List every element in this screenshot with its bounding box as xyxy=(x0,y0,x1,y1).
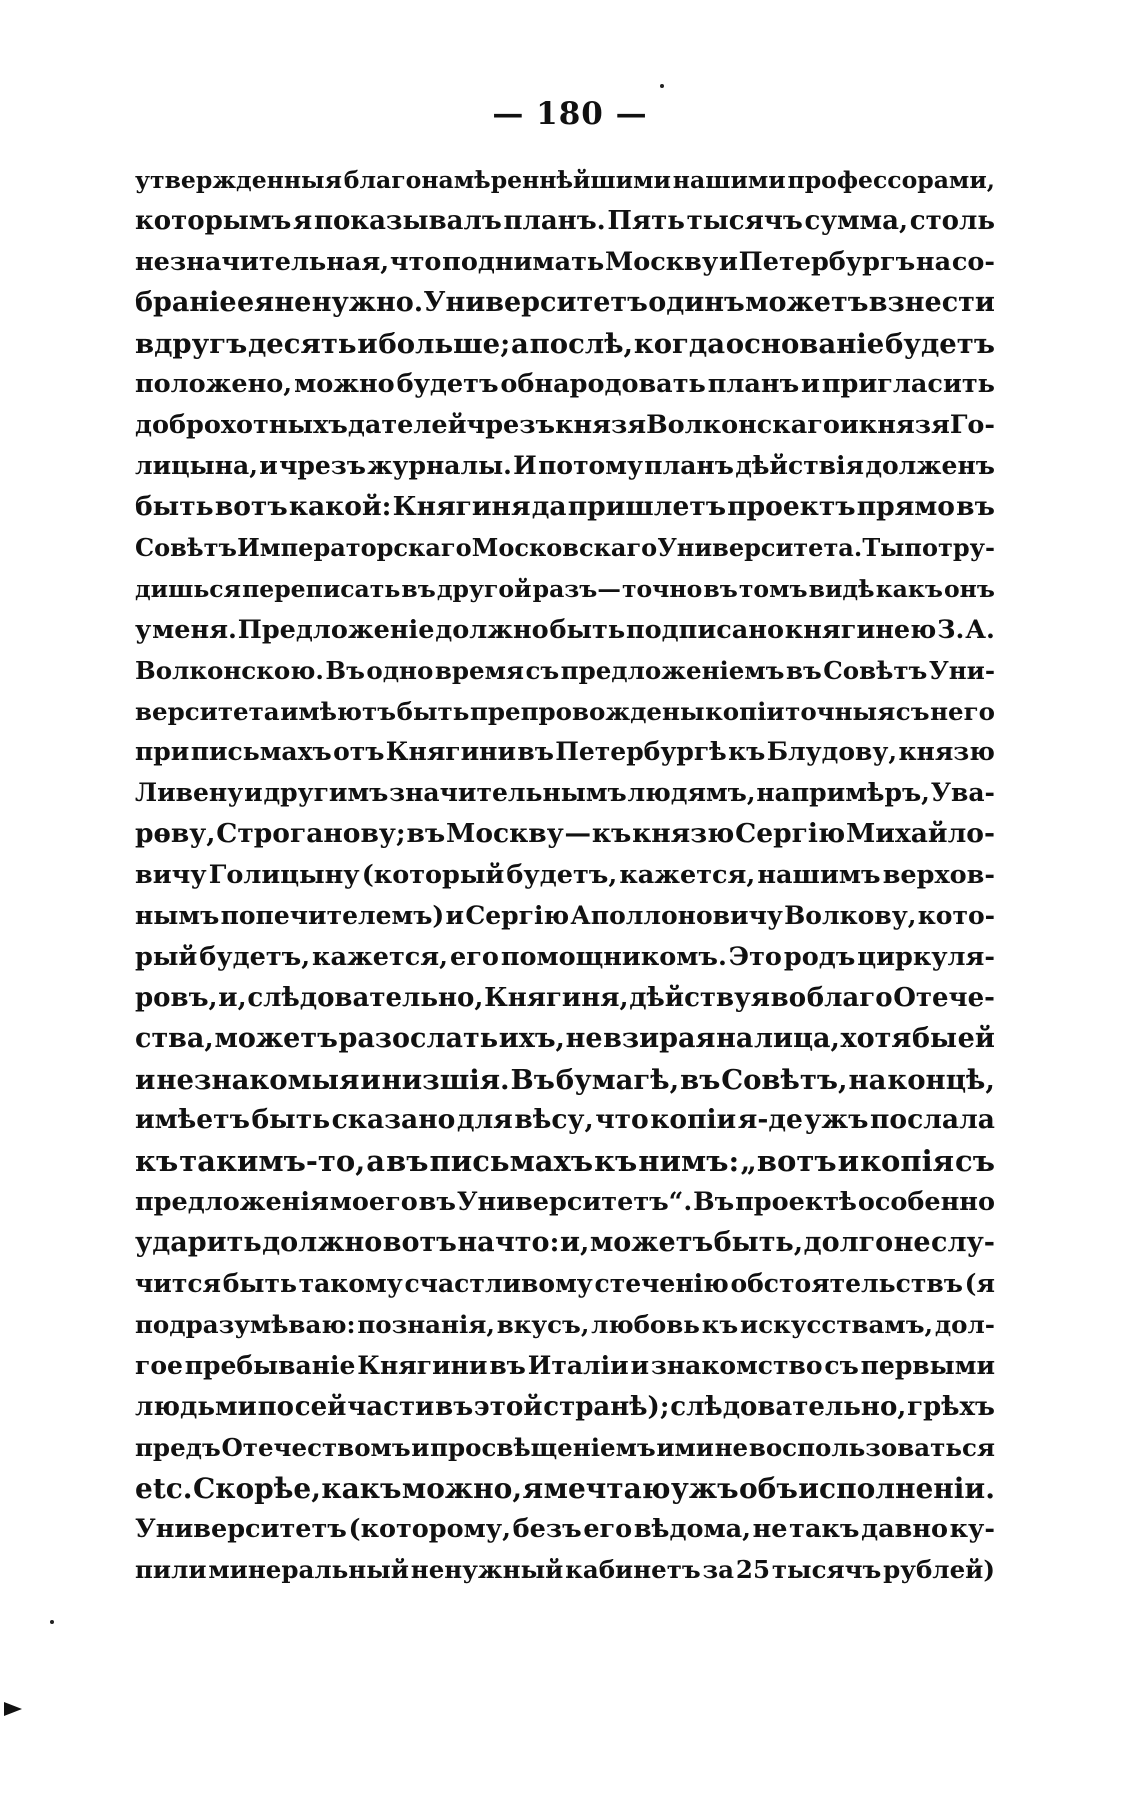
text-line: Университетъ (которому, безъ его вѣдома, не такъ давно ку- xyxy=(135,1514,995,1545)
text-line: бранiе ея не нужно. Университетъ одинъ можетъ взнести xyxy=(135,286,995,318)
text-line: подразумѣваю: познанiя, вкусъ, любовь къ искусствамъ, дол- xyxy=(135,1309,995,1339)
text-line: ства, можетъ разослать ихъ, не взирая на лица, хотя бы ей xyxy=(135,1022,995,1054)
body-text xyxy=(135,160,995,1591)
text-line: при письмахъ отъ Княгини въ Петербургѣ къ Блудову, князю xyxy=(135,737,995,767)
print-speck xyxy=(50,1620,54,1624)
text-line: предложенiя моего въ Университетъ“. Въ проектѣ особенно xyxy=(135,1187,995,1218)
text-line: и незнакомыя и низшiя. Въ бумагѣ, въ Совѣтъ, на концѣ, xyxy=(135,1063,995,1096)
text-line: рѳву, Строганову; въ Москву — къ князю Сергiю Михайло- xyxy=(135,818,995,850)
text-line: Совѣтъ Императорскаго Московскаго Университета. Ты потру- xyxy=(135,533,995,563)
text-line: людьми по сей части въ этой странѣ); слѣдовательно, грѣхъ xyxy=(135,1391,995,1422)
text-line: утвержденныя благонамѣреннѣйшими нашими профессорами, xyxy=(135,166,995,194)
text-line: предъ Отечествомъ и просвѣщенiемъ ими не воспользоваться xyxy=(135,1432,995,1462)
text-line: положено, можно будетъ обнародовать планъ и пригласить xyxy=(135,369,995,400)
text-line: ударить должно вотъ на что: и, можетъ быть, долго не слу- xyxy=(135,1227,995,1259)
text-line: у меня. Предложенiе должно быть подписано княгинею З. А. xyxy=(135,614,995,645)
text-line: вдругъ десять и больше; а послѣ, когда основанiе будетъ xyxy=(135,327,995,360)
text-line: лицына, и чрезъ журналы. И потому планъ дѣйствiя долженъ xyxy=(135,451,995,481)
scan-arrow-mark xyxy=(4,1702,22,1716)
text-line: быть вотъ какой: Княгиня да пришлетъ проектъ прямо въ xyxy=(135,491,995,523)
text-line: незначительная, что поднимать Москву и Петербургъ на со- xyxy=(135,246,995,277)
text-line: чится быть такому счастливому стеченiю обстоятельствъ (я xyxy=(135,1269,995,1299)
text-line: доброхотныхъ дателей чрезъ князя Волконскаго и князя Го- xyxy=(135,410,996,441)
print-speck xyxy=(660,84,664,88)
text-line: къ такимъ-то, а въ письмахъ къ нимъ: „вотъ и копiя съ xyxy=(135,1144,995,1179)
text-line: вичу Голицыну (который будетъ, кажется, нашимъ верхов- xyxy=(135,860,995,891)
text-line: которымъ я показывалъ планъ. Пять тысячъ сумма, столь xyxy=(135,205,995,236)
text-line: Ливену и другимъ значительнымъ людямъ, напримѣръ, Ува- xyxy=(135,778,995,808)
page-number: — 180 — xyxy=(492,96,648,132)
text-line: дишься переписать въ другой разъ— точно въ томъ видѣ какъ онъ xyxy=(135,574,995,603)
text-line: гое пребыванiе Княгини въ Италiи и знакомство съ первыми xyxy=(135,1350,995,1380)
text-line: имѣетъ быть сказано для вѣсу, что копiи я-де ужъ послала xyxy=(135,1104,995,1136)
text-line: рый будетъ, кажется, его помощникомъ. Это родъ циркуля- xyxy=(135,941,995,972)
text-line: ровъ, и, слѣдовательно, Княгиня, дѣйствуя во благо Отече- xyxy=(135,982,995,1013)
text-line: верситета имѣютъ быть препровождены копiи точныя съ него xyxy=(135,696,995,726)
text-line: etc. Скорѣе, какъ можно, я мечтаю ужъ объ исполненiи. xyxy=(135,1471,995,1505)
text-line: Волконскою. Въ одно время съ предложенiемъ въ Совѣтъ Уни- xyxy=(135,655,995,685)
text-line: пили минеральный ненужный кабинетъ за 25 тысячъ рублей) xyxy=(135,1555,995,1585)
text-line: нымъ попечителемъ) и Сергiю Аполлоновичу Волкову, кото- xyxy=(135,901,995,931)
